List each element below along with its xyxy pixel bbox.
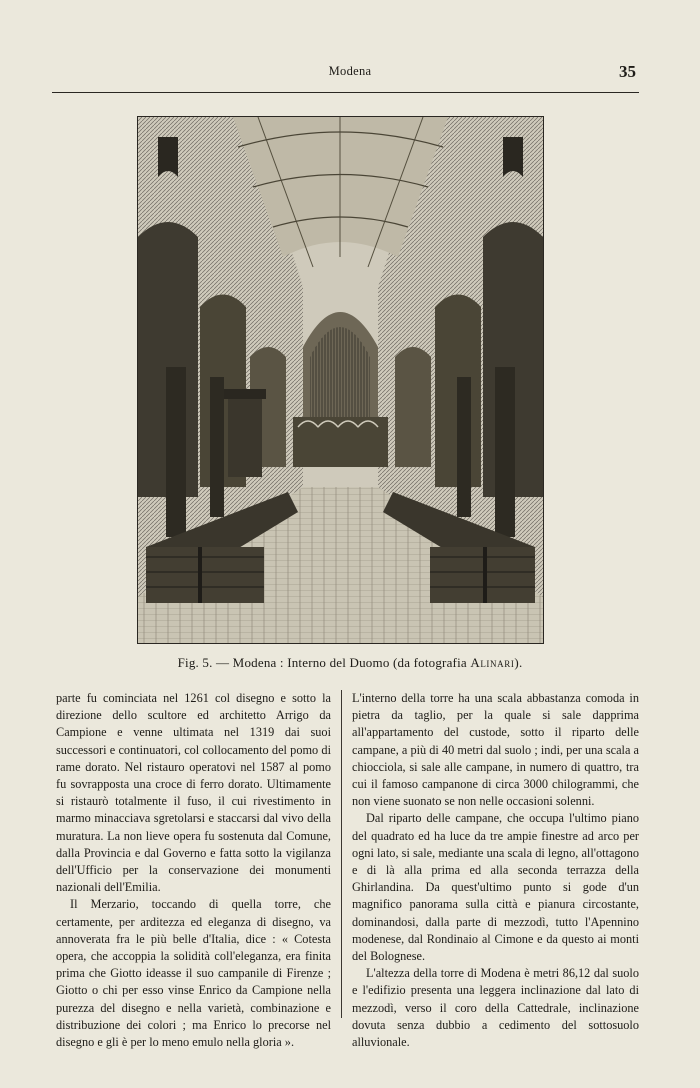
right-paragraph-3: L'altezza della torre di Modena è metri 86,12 dal suolo e l'edifizio presenta una leggera inclinazione dal lato di mezzodì, verso il coro della Cattedrale, inclinazione dovuta senza dubbio a cedimento del sottosuolo alluvionale. xyxy=(352,966,639,1050)
caption-credit: Alinari xyxy=(470,655,515,670)
left-paragraph-2: Il Merzario, toccando di quella torre, che certamente, per arditezza ed eleganza di disegno, va annoverata fra le più belle d'Italia, dice : « Cotesta opera, che accoppia la solidità coll'eleganza, era finita prima che Giotto ideasse il suo campanile di Firenze ; Giotto o chi per esso vinse Enrico da Campione nella purezza del disegno e nella varietà, combinazione e distribuzione dei colori ; ma Enrico lo precorse nel disegno e gli è per lo meno emulo nella gloria ». xyxy=(56,897,331,1050)
header-rule xyxy=(52,92,639,93)
left-column xyxy=(56,690,331,1051)
running-header-title: Modena xyxy=(328,64,372,78)
engraving-duomo-interior xyxy=(137,116,544,644)
right-paragraph-2: Dal riparto delle campane, che occupa l'ultimo piano del quadrato ed ha luce da tre ampie finestre ad arco per ogni lato, si sale, mediante una scala di legno, all'ottagono e di là alla prima ed alla seconda terrazza della Ghirlandina. Da quest'ultimo punto si gode d'un magnifico panorama sulla città e pianura circostante, dominandosi, dalla parte di mezzodì, tutto l'Apennino modenese, dal Rondinaio al Cimone e da questo ai monti del Bolognese. xyxy=(352,811,639,964)
column-divider xyxy=(341,690,342,1018)
left-paragraph-1: parte fu cominciata nel 1261 col disegno e sotto la direzione dello scultore ed architetto Arrigo da Campione e venne ultimata nel 1319 dai suoi successori e continuatori, col collocamento del pomo di rame dorato. Nel ristauro operatovi nel 1587 al pomo fu sovrapposta una croce di ferro dorato. Ultimamente si ristaurò totalmente il fuso, il cui rivestimento in marmo minacciava sgretolarsi e staccarsi dal vivo della muratura. La non lieve opera fu sostenuta dal Comune, dalla Provincia e dal Governo e fatta sotto la vigilanza dell'Ufficio per la conservazione dei monumenti nazionali dell'Emilia. xyxy=(56,691,331,895)
right-paragraph-1: L'interno della torre ha una scala abbastanza comoda in pietra da taglio, per la quale si sale dapprima all'appartamento del custode, sotto il riparto delle campane, a più di 40 metri dal suolo ; indi, per una scala a chiocciola, si sale alle campane, in numero di quattro, tra cui il famoso campanone di circa 3000 chilogrammi, che non viene suonato se non nelle occasioni solenni. xyxy=(352,691,639,809)
right-column xyxy=(352,690,639,1051)
page-number: 35 xyxy=(619,62,636,81)
caption-end: ). xyxy=(514,655,523,670)
caption-text: Fig. 5. — Modena : Interno del Duomo (da fotografia xyxy=(177,655,471,670)
figure-caption xyxy=(0,655,700,671)
